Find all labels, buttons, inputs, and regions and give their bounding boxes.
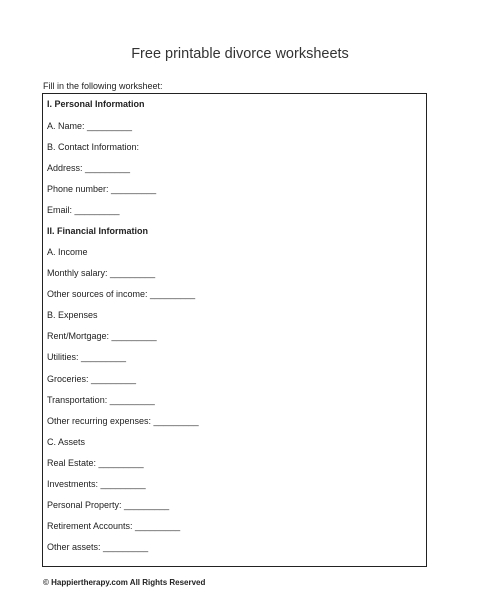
rent-mortgage-field: Rent/Mortgage: _________: [47, 331, 157, 341]
copyright-footer: © Happiertherapy.com All Rights Reserved: [43, 578, 206, 587]
income-subheading: A. Income: [47, 247, 88, 257]
page-title: Free printable divorce worksheets: [131, 46, 349, 62]
address-field: Address: _________: [47, 163, 131, 173]
monthly-salary-field: Monthly salary: _________: [47, 268, 156, 278]
investments-field: Investments: _________: [47, 479, 146, 489]
personal-property-field: Personal Property: _________: [47, 500, 170, 510]
phone-field: Phone number: _________: [47, 184, 157, 194]
worksheet-box: [42, 93, 427, 567]
other-income-field: Other sources of income: _________: [47, 289, 196, 299]
section-heading-financial: II. Financial Information: [47, 226, 149, 236]
instructions: Fill in the following worksheet:: [43, 81, 163, 91]
real-estate-field: Real Estate: _________: [47, 458, 144, 468]
transportation-field: Transportation: _________: [47, 395, 155, 405]
retirement-accounts-field: Retirement Accounts: _________: [47, 521, 181, 531]
section-heading-personal: I. Personal Information: [47, 99, 145, 109]
assets-subheading: C. Assets: [47, 437, 86, 447]
expenses-subheading: B. Expenses: [47, 310, 98, 320]
email-field: Email: _________: [47, 205, 120, 215]
groceries-field: Groceries: _________: [47, 374, 137, 384]
contact-info-subheading: B. Contact Information:: [47, 142, 140, 152]
utilities-field: Utilities: _________: [47, 352, 127, 362]
other-assets-field: Other assets: _________: [47, 542, 149, 552]
other-recurring-expenses-field: Other recurring expenses: _________: [47, 416, 199, 426]
name-field: A. Name: _________: [47, 121, 133, 131]
